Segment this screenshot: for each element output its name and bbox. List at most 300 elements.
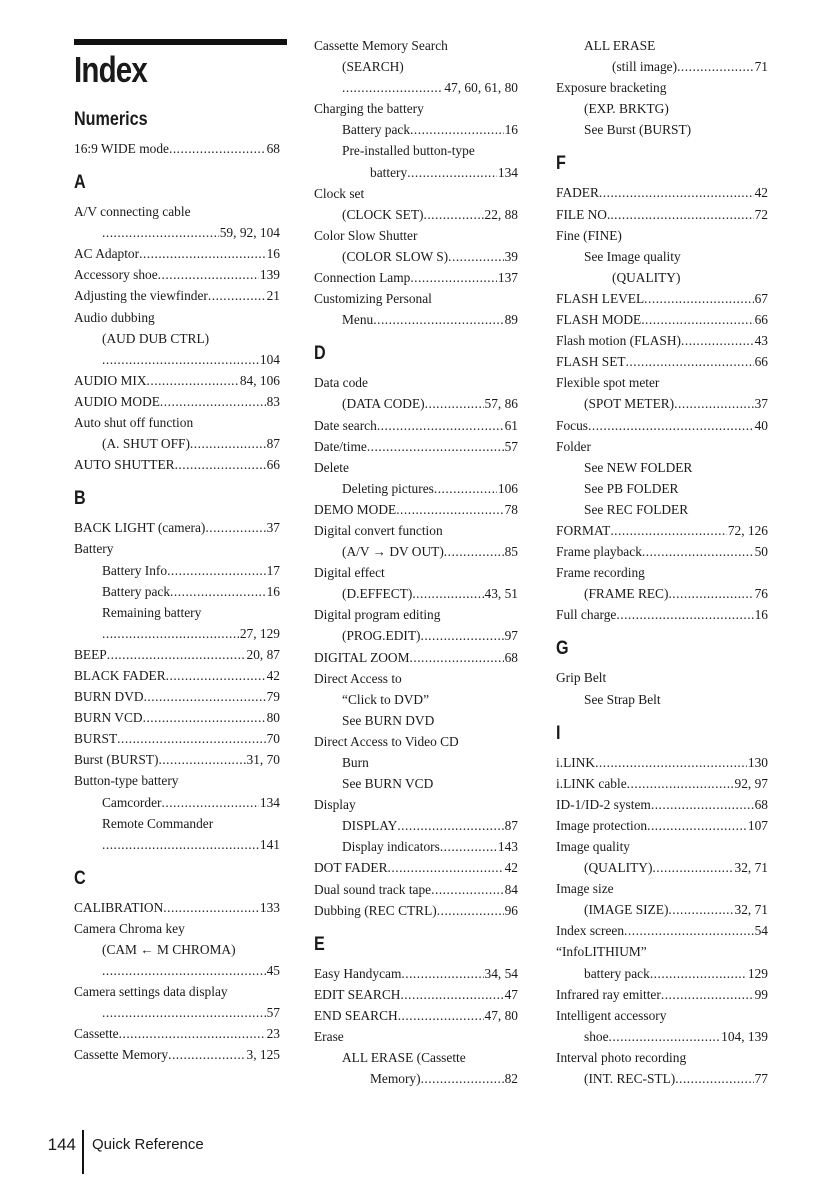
index-term: Date search	[314, 417, 377, 433]
index-term: FLASH LEVEL	[556, 290, 645, 306]
page-reference: 57	[266, 1005, 280, 1021]
page-reference: 139	[259, 267, 280, 283]
index-entry	[314, 457, 518, 478]
index-term: Focus	[556, 417, 588, 433]
page-reference: 37	[754, 396, 768, 412]
index-term: DIGITAL ZOOM	[314, 649, 410, 665]
index-term: Camera settings data display	[74, 984, 228, 1000]
index-term: Burst (BURST)	[74, 752, 159, 768]
index-entry	[314, 668, 518, 689]
dot-leader	[147, 370, 239, 391]
index-entry	[314, 752, 518, 773]
index-entry	[556, 941, 768, 962]
index-term: DISPLAY	[342, 818, 398, 834]
index-term: DOT FADER	[314, 860, 388, 876]
page-reference: 79	[266, 689, 280, 705]
page-reference: 43, 51	[484, 586, 518, 602]
page-reference: 87	[266, 436, 280, 452]
index-entry	[314, 710, 518, 731]
dot-leader	[373, 309, 503, 330]
index-entry	[314, 225, 518, 246]
dot-leader	[102, 834, 259, 855]
page-reference: 47	[504, 986, 518, 1002]
index-term: (IMAGE SIZE)	[584, 902, 669, 918]
page-reference: 107	[747, 817, 768, 833]
footer-divider	[82, 1130, 84, 1174]
index-term: A/V connecting cable	[74, 204, 191, 220]
index-term: BURN VCD	[74, 710, 143, 726]
index-entry	[314, 963, 518, 984]
index-term: See REC FOLDER	[584, 501, 689, 517]
page-reference: 71	[754, 59, 768, 75]
dot-leader	[595, 752, 747, 773]
dot-leader	[139, 243, 266, 264]
page-reference: 99	[754, 986, 768, 1002]
dot-leader	[401, 963, 483, 984]
page-reference: 68	[754, 796, 768, 812]
index-entry	[314, 562, 518, 583]
index-term: AUDIO MIX	[74, 372, 147, 388]
index-entry	[314, 879, 518, 900]
index-term: “Click to DVD”	[342, 691, 430, 707]
dot-leader	[641, 309, 753, 330]
index-entry	[314, 773, 518, 794]
index-term: (A. SHUT OFF)	[102, 436, 190, 452]
index-entry	[556, 246, 768, 267]
page-reference: 76	[754, 586, 768, 602]
page-reference: 143	[497, 839, 518, 855]
dot-leader	[681, 330, 754, 351]
dot-leader	[167, 560, 266, 581]
index-entry	[556, 984, 768, 1005]
page-reference: 68	[504, 649, 518, 665]
dot-leader	[420, 625, 503, 646]
index-entry	[74, 897, 280, 918]
index-term: Image size	[556, 881, 614, 897]
page-reference: 32, 71	[734, 860, 768, 876]
index-term: (COLOR SLOW S)	[342, 248, 449, 264]
dot-leader	[675, 1068, 753, 1089]
page-reference: 77	[754, 1071, 768, 1087]
index-entry	[556, 415, 768, 436]
index-term: (CLOCK SET)	[342, 206, 424, 222]
section-heading: B	[74, 488, 86, 510]
dot-leader	[431, 879, 503, 900]
index-column-2	[314, 35, 518, 1089]
index-entry	[556, 689, 768, 710]
index-entry	[556, 182, 768, 203]
index-entry	[556, 583, 768, 604]
index-term: shoe	[584, 1028, 609, 1044]
dot-leader	[144, 686, 266, 707]
index-term: Digital effect	[314, 565, 385, 581]
index-term: ALL ERASE	[584, 38, 656, 53]
dot-leader	[410, 119, 504, 140]
index-entry	[74, 285, 280, 306]
index-entry	[74, 538, 280, 559]
index-term: Battery Info	[102, 562, 168, 578]
index-entry	[556, 857, 768, 878]
index-term: Pre-installed button-type	[342, 143, 475, 159]
section-heading: G	[556, 638, 569, 660]
page-reference: 50	[754, 544, 768, 560]
index-entry	[556, 119, 768, 140]
dot-leader	[190, 433, 266, 454]
index-term: (SPOT METER)	[584, 396, 675, 412]
dot-leader	[397, 815, 503, 836]
page-reference: 57, 86	[484, 396, 518, 412]
dot-leader	[651, 794, 754, 815]
index-entry	[74, 264, 280, 285]
dot-leader	[677, 56, 754, 77]
index-term: Image quality	[556, 839, 630, 854]
dot-leader	[652, 857, 733, 878]
page-reference: 16	[754, 607, 768, 623]
index-entry	[556, 1005, 768, 1026]
index-term: Auto shut off function	[74, 415, 194, 431]
index-term: Clock set	[314, 185, 365, 201]
page-reference: 82	[504, 1071, 518, 1087]
dot-leader	[175, 454, 266, 475]
index-entry	[74, 918, 280, 939]
index-entry	[314, 541, 518, 562]
index-entry	[556, 815, 768, 836]
dot-leader	[609, 1026, 721, 1047]
dot-leader	[668, 583, 753, 604]
index-entry	[74, 412, 280, 433]
index-term: Delete	[314, 459, 349, 475]
section-label: Quick Reference	[92, 1136, 204, 1153]
index-entry	[74, 370, 280, 391]
index-entry	[556, 499, 768, 520]
index-entry	[74, 328, 280, 349]
index-term: (INT. REC-STL)	[584, 1071, 676, 1087]
dot-leader	[616, 604, 753, 625]
dot-leader	[626, 351, 754, 372]
dot-leader	[668, 899, 733, 920]
index-entry	[556, 436, 768, 457]
index-term: BEEP	[74, 646, 107, 662]
index-entry	[314, 246, 518, 267]
page-reference: 85	[504, 544, 518, 560]
index-entry	[556, 878, 768, 899]
index-term: See Strap Belt	[584, 691, 661, 707]
index-entry	[74, 201, 280, 222]
index-term: Button-type battery	[74, 773, 179, 789]
index-entry	[556, 920, 768, 941]
dot-leader	[102, 960, 266, 981]
index-column-1	[74, 108, 280, 1066]
dot-leader	[444, 541, 504, 562]
index-term: Battery	[74, 541, 114, 557]
index-term: Display indicators	[342, 839, 440, 855]
dot-leader	[627, 773, 734, 794]
dot-leader	[434, 478, 497, 499]
index-entry	[556, 836, 768, 857]
page-reference: 3, 125	[246, 1047, 280, 1063]
index-term: See PB FOLDER	[584, 480, 679, 496]
index-term: (A/V → DV OUT)	[342, 544, 444, 560]
index-entry	[314, 1005, 518, 1026]
page-reference: 42	[504, 860, 518, 876]
page-reference: 104	[259, 351, 280, 367]
dot-leader	[396, 499, 503, 520]
dot-leader	[448, 246, 503, 267]
index-term: Camcorder	[102, 794, 162, 810]
title-rule	[74, 39, 287, 45]
dot-leader	[388, 857, 504, 878]
index-term: (SEARCH)	[342, 59, 404, 75]
index-entry	[556, 351, 768, 372]
index-term: (EXP. BRKTG)	[584, 101, 669, 117]
index-entry	[314, 857, 518, 878]
index-entry	[556, 541, 768, 562]
index-entry	[314, 98, 518, 119]
index-entry	[556, 330, 768, 351]
page-reference: 47, 60, 61, 80	[444, 80, 518, 96]
dot-leader	[158, 264, 259, 285]
index-term: See BURN VCD	[342, 776, 434, 792]
index-entry	[314, 689, 518, 710]
index-term: (D.EFFECT)	[342, 586, 413, 602]
index-term: Easy Handycam	[314, 965, 402, 981]
index-entry	[556, 963, 768, 984]
index-entry	[556, 604, 768, 625]
index-term: (DATA CODE)	[342, 396, 425, 412]
index-entry	[314, 836, 518, 857]
index-term: END SEARCH	[314, 1007, 398, 1023]
index-term: (PROG.EDIT)	[342, 628, 421, 644]
index-entry	[556, 56, 768, 77]
index-entry	[74, 222, 280, 243]
page-reference: 72, 126	[727, 522, 768, 538]
index-term: Direct Access to	[314, 670, 402, 686]
page-reference: 39	[504, 248, 518, 264]
index-entry	[556, 773, 768, 794]
page-reference: 89	[504, 312, 518, 328]
index-term: Full charge	[556, 607, 617, 623]
index-term: BURST	[74, 731, 118, 747]
index-entry	[74, 307, 280, 328]
index-entry	[74, 939, 280, 960]
index-term: See Image quality	[584, 248, 681, 264]
index-entry	[314, 204, 518, 225]
section-heading: E	[314, 933, 325, 955]
index-entry	[556, 288, 768, 309]
index-entry	[314, 77, 518, 98]
page-reference: 92, 97	[734, 775, 768, 791]
dot-leader	[117, 728, 265, 749]
index-term: (QUALITY)	[612, 269, 681, 285]
index-entry	[74, 686, 280, 707]
dot-leader	[400, 984, 503, 1005]
index-term: DEMO MODE	[314, 501, 397, 517]
index-term: Exposure bracketing	[556, 80, 667, 96]
index-entry	[314, 1068, 518, 1089]
page-reference: 23	[266, 1026, 280, 1042]
index-term: BURN DVD	[74, 689, 144, 705]
index-term: Adjusting the viewfinder	[74, 288, 208, 304]
index-entry	[556, 520, 768, 541]
page-footer	[30, 1130, 204, 1174]
index-term: FLASH MODE	[556, 312, 642, 328]
index-entry	[556, 309, 768, 330]
page-reference: 66	[266, 457, 280, 473]
index-term: (still image)	[612, 59, 678, 75]
page-reference: 22, 88	[484, 206, 518, 222]
page-reference: 129	[747, 965, 768, 981]
index-entry	[74, 834, 280, 855]
index-entry	[314, 415, 518, 436]
index-term: Color Slow Shutter	[314, 227, 418, 243]
index-term: Cassette	[74, 1026, 119, 1042]
page-reference: 16	[266, 246, 280, 262]
index-entry	[74, 792, 280, 813]
index-entry	[74, 1044, 280, 1065]
page-reference: 66	[754, 312, 768, 328]
index-entry	[556, 752, 768, 773]
dot-leader	[410, 267, 497, 288]
index-term: Customizing Personal	[314, 291, 432, 307]
index-term: CALIBRATION	[74, 899, 164, 915]
index-term: “InfoLITHIUM”	[556, 944, 647, 960]
dot-leader	[423, 204, 483, 225]
dot-leader	[425, 393, 484, 414]
section-heading: A	[74, 172, 86, 194]
dot-leader	[342, 77, 443, 98]
section-heading: F	[556, 153, 566, 175]
index-entry	[556, 35, 768, 56]
page-reference: 57	[504, 438, 518, 454]
index-term: Dubbing (REC CTRL)	[314, 902, 437, 918]
index-term: Fine (FINE)	[556, 227, 622, 243]
dot-leader	[599, 182, 754, 203]
dot-leader	[170, 581, 266, 602]
index-term: Interval photo recording	[556, 1049, 687, 1065]
index-entry	[74, 517, 280, 538]
index-term: See Burst (BURST)	[584, 122, 692, 138]
index-entry	[314, 393, 518, 414]
index-entry	[556, 204, 768, 225]
page-reference: 59, 92, 104	[219, 225, 280, 241]
page-reference: 72	[754, 206, 768, 222]
index-term: BLACK FADER	[74, 667, 166, 683]
page-reference: 45	[266, 963, 280, 979]
dot-leader	[674, 393, 753, 414]
index-entry	[314, 56, 518, 77]
section-heading: C	[74, 867, 86, 889]
index-term: FILE NO.	[556, 206, 611, 222]
page-reference: 17	[266, 562, 280, 578]
index-entry	[314, 900, 518, 921]
dot-leader	[102, 222, 219, 243]
index-term: Burn	[342, 755, 369, 770]
index-term: Frame playback	[556, 544, 642, 560]
index-entry	[74, 623, 280, 644]
index-entry	[74, 707, 280, 728]
section-heading: D	[314, 343, 326, 365]
page-title: Index	[74, 49, 148, 90]
index-term: ALL ERASE (Cassette	[342, 1050, 466, 1066]
dot-leader	[644, 288, 753, 309]
index-term: Index screen	[556, 923, 625, 939]
index-entry	[314, 267, 518, 288]
index-term: Frame recording	[556, 565, 645, 581]
index-column-3	[556, 35, 768, 1089]
index-term: FADER	[556, 185, 599, 201]
index-term: (QUALITY)	[584, 860, 653, 876]
dot-leader	[205, 517, 265, 538]
index-entry	[556, 899, 768, 920]
index-entry	[314, 372, 518, 393]
dot-leader	[169, 138, 266, 159]
index-entry	[556, 1047, 768, 1068]
dot-leader	[398, 1005, 484, 1026]
dot-leader	[163, 897, 259, 918]
index-entry	[74, 960, 280, 981]
dot-leader	[588, 415, 754, 436]
dot-leader	[208, 285, 266, 306]
dot-leader	[410, 647, 504, 668]
page-reference: 106	[497, 480, 518, 496]
page-reference: 87	[504, 818, 518, 834]
dot-leader	[367, 436, 504, 457]
index-entry	[314, 183, 518, 204]
index-entry	[74, 770, 280, 791]
index-entry	[556, 98, 768, 119]
page-reference: 130	[747, 754, 768, 770]
dot-leader	[661, 984, 754, 1005]
index-term: Remote Commander	[102, 815, 214, 831]
dot-leader	[119, 1023, 266, 1044]
page-reference: 133	[259, 899, 280, 915]
index-term: Cassette Memory Search	[314, 38, 448, 53]
index-entry	[556, 225, 768, 246]
index-term: AUTO SHUTTER	[74, 457, 175, 473]
page-reference: 80	[266, 710, 280, 726]
index-entry	[556, 794, 768, 815]
page-reference: 61	[504, 417, 518, 433]
index-term: Infrared ray emitter	[556, 986, 661, 1002]
page-reference: 104, 139	[721, 1028, 768, 1044]
index-term: (CAM ← M CHROMA)	[102, 942, 236, 957]
dot-leader	[421, 1068, 504, 1089]
page-reference: 134	[259, 794, 280, 810]
index-entry	[74, 644, 280, 665]
page-reference: 40	[754, 417, 768, 433]
page-reference: 43	[754, 333, 768, 349]
index-term: Camera Chroma key	[74, 920, 185, 936]
index-term: Accessory shoe	[74, 267, 158, 283]
index-entry	[314, 731, 518, 752]
index-term: Charging the battery	[314, 101, 424, 117]
index-entry	[74, 1002, 280, 1023]
page-number: 144	[47, 1135, 76, 1154]
index-entry	[74, 454, 280, 475]
index-term: Battery pack	[102, 583, 171, 599]
page-reference: 84	[504, 881, 518, 897]
page-reference: 37	[266, 520, 280, 536]
section-heading: I	[556, 722, 561, 744]
page-reference: 42	[266, 667, 280, 683]
page-reference: 96	[504, 902, 518, 918]
page-reference: 54	[754, 923, 768, 939]
dot-leader	[160, 391, 266, 412]
dot-leader	[642, 541, 754, 562]
index-entry	[74, 433, 280, 454]
index-term: Connection Lamp	[314, 270, 411, 286]
page-reference: 66	[754, 354, 768, 370]
